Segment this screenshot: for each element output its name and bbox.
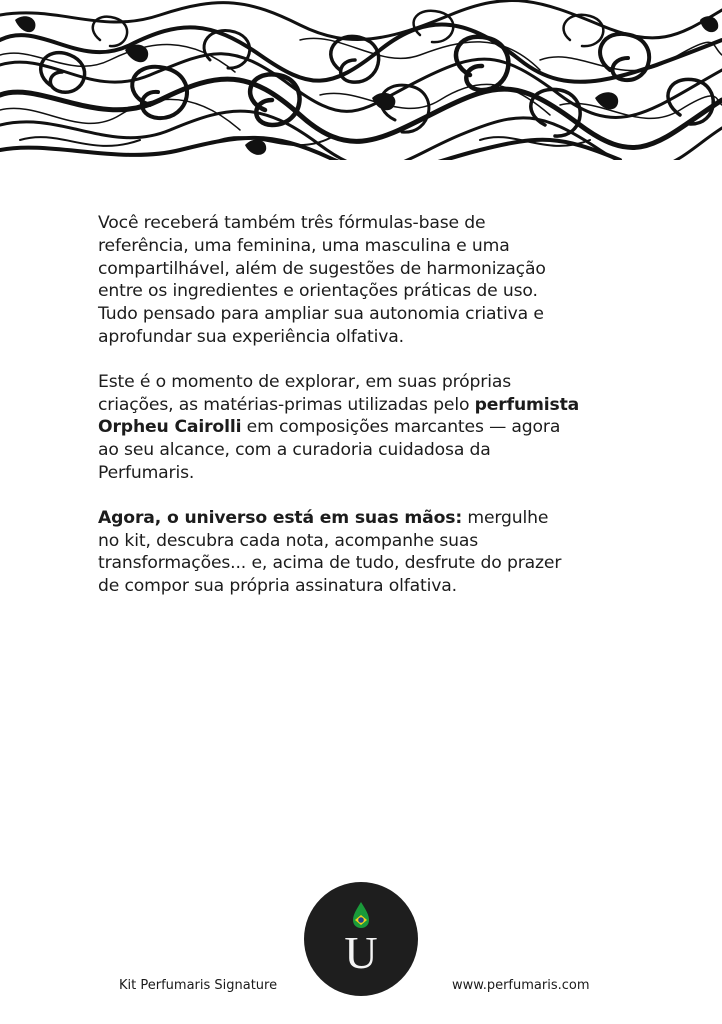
text-run: entre os ingredientes e orientações práticas de uso.: [98, 281, 538, 302]
text-line: [98, 281, 538, 301]
flag-globe-icon: [358, 917, 364, 923]
text-run: de compor sua própria assinatura olfativa.: [98, 576, 457, 597]
text-run-bold: perfumista: [474, 394, 580, 415]
text-run: Este é o momento de explorar, em suas próprias: [98, 371, 512, 392]
text-line: [98, 553, 561, 573]
marble-banner: [0, 0, 722, 160]
text-run: transformações... e, acima de tudo, desfrute do prazer: [98, 553, 562, 574]
text-line: [98, 508, 548, 528]
text-line: [98, 327, 404, 347]
text-run: no kit, descubra cada nota, acompanhe suas: [98, 530, 479, 551]
footer-kit-name: Kit Perfumaris Signature: [119, 978, 278, 993]
paragraph-formulas: [98, 212, 628, 349]
text-line: [98, 395, 579, 415]
text-run: Perfumaris.: [98, 462, 195, 483]
text-run-bold: Orpheu Cairolli: [98, 417, 242, 438]
text-run: referência, uma feminina, uma masculina e uma: [98, 235, 510, 256]
paragraph-universe: [98, 507, 628, 598]
text-run: compartilhável, além de sugestões de harmonização: [98, 258, 546, 279]
text-line: [98, 531, 478, 551]
text-line: [98, 236, 510, 256]
text-run: Tudo pensado para ampliar sua autonomia criativa e: [98, 304, 544, 325]
text-run: em composições marcantes — agora: [241, 417, 561, 438]
paragraph-explore: [98, 371, 628, 485]
body-text: [98, 212, 628, 620]
text-line: [98, 440, 491, 460]
text-run: ao seu alcance, com a curadoria cuidadosa da: [98, 440, 491, 461]
marble-swirl-pattern: [0, 0, 722, 160]
text-line: [98, 372, 511, 392]
logo-emblem: [304, 882, 418, 996]
text-line: [98, 304, 544, 324]
perfumaris-logo: [304, 882, 418, 996]
text-line: [98, 417, 560, 437]
text-line: [98, 576, 457, 596]
text-run-bold: Agora, o universo está em suas mãos:: [98, 507, 463, 528]
text-line: [98, 259, 546, 279]
footer-website-link[interactable]: www.perfumaris.com: [452, 978, 590, 993]
text-line: [98, 463, 194, 483]
text-run: criações, as matérias-primas utilizadas pelo: [98, 394, 475, 415]
text-run: aprofundar sua experiência olfativa.: [98, 326, 404, 347]
text-run: Você receberá também três fórmulas-base de: [98, 213, 486, 233]
text-line: [98, 213, 485, 233]
text-run: mergulhe: [462, 507, 549, 528]
logo-letter: U: [344, 927, 378, 978]
